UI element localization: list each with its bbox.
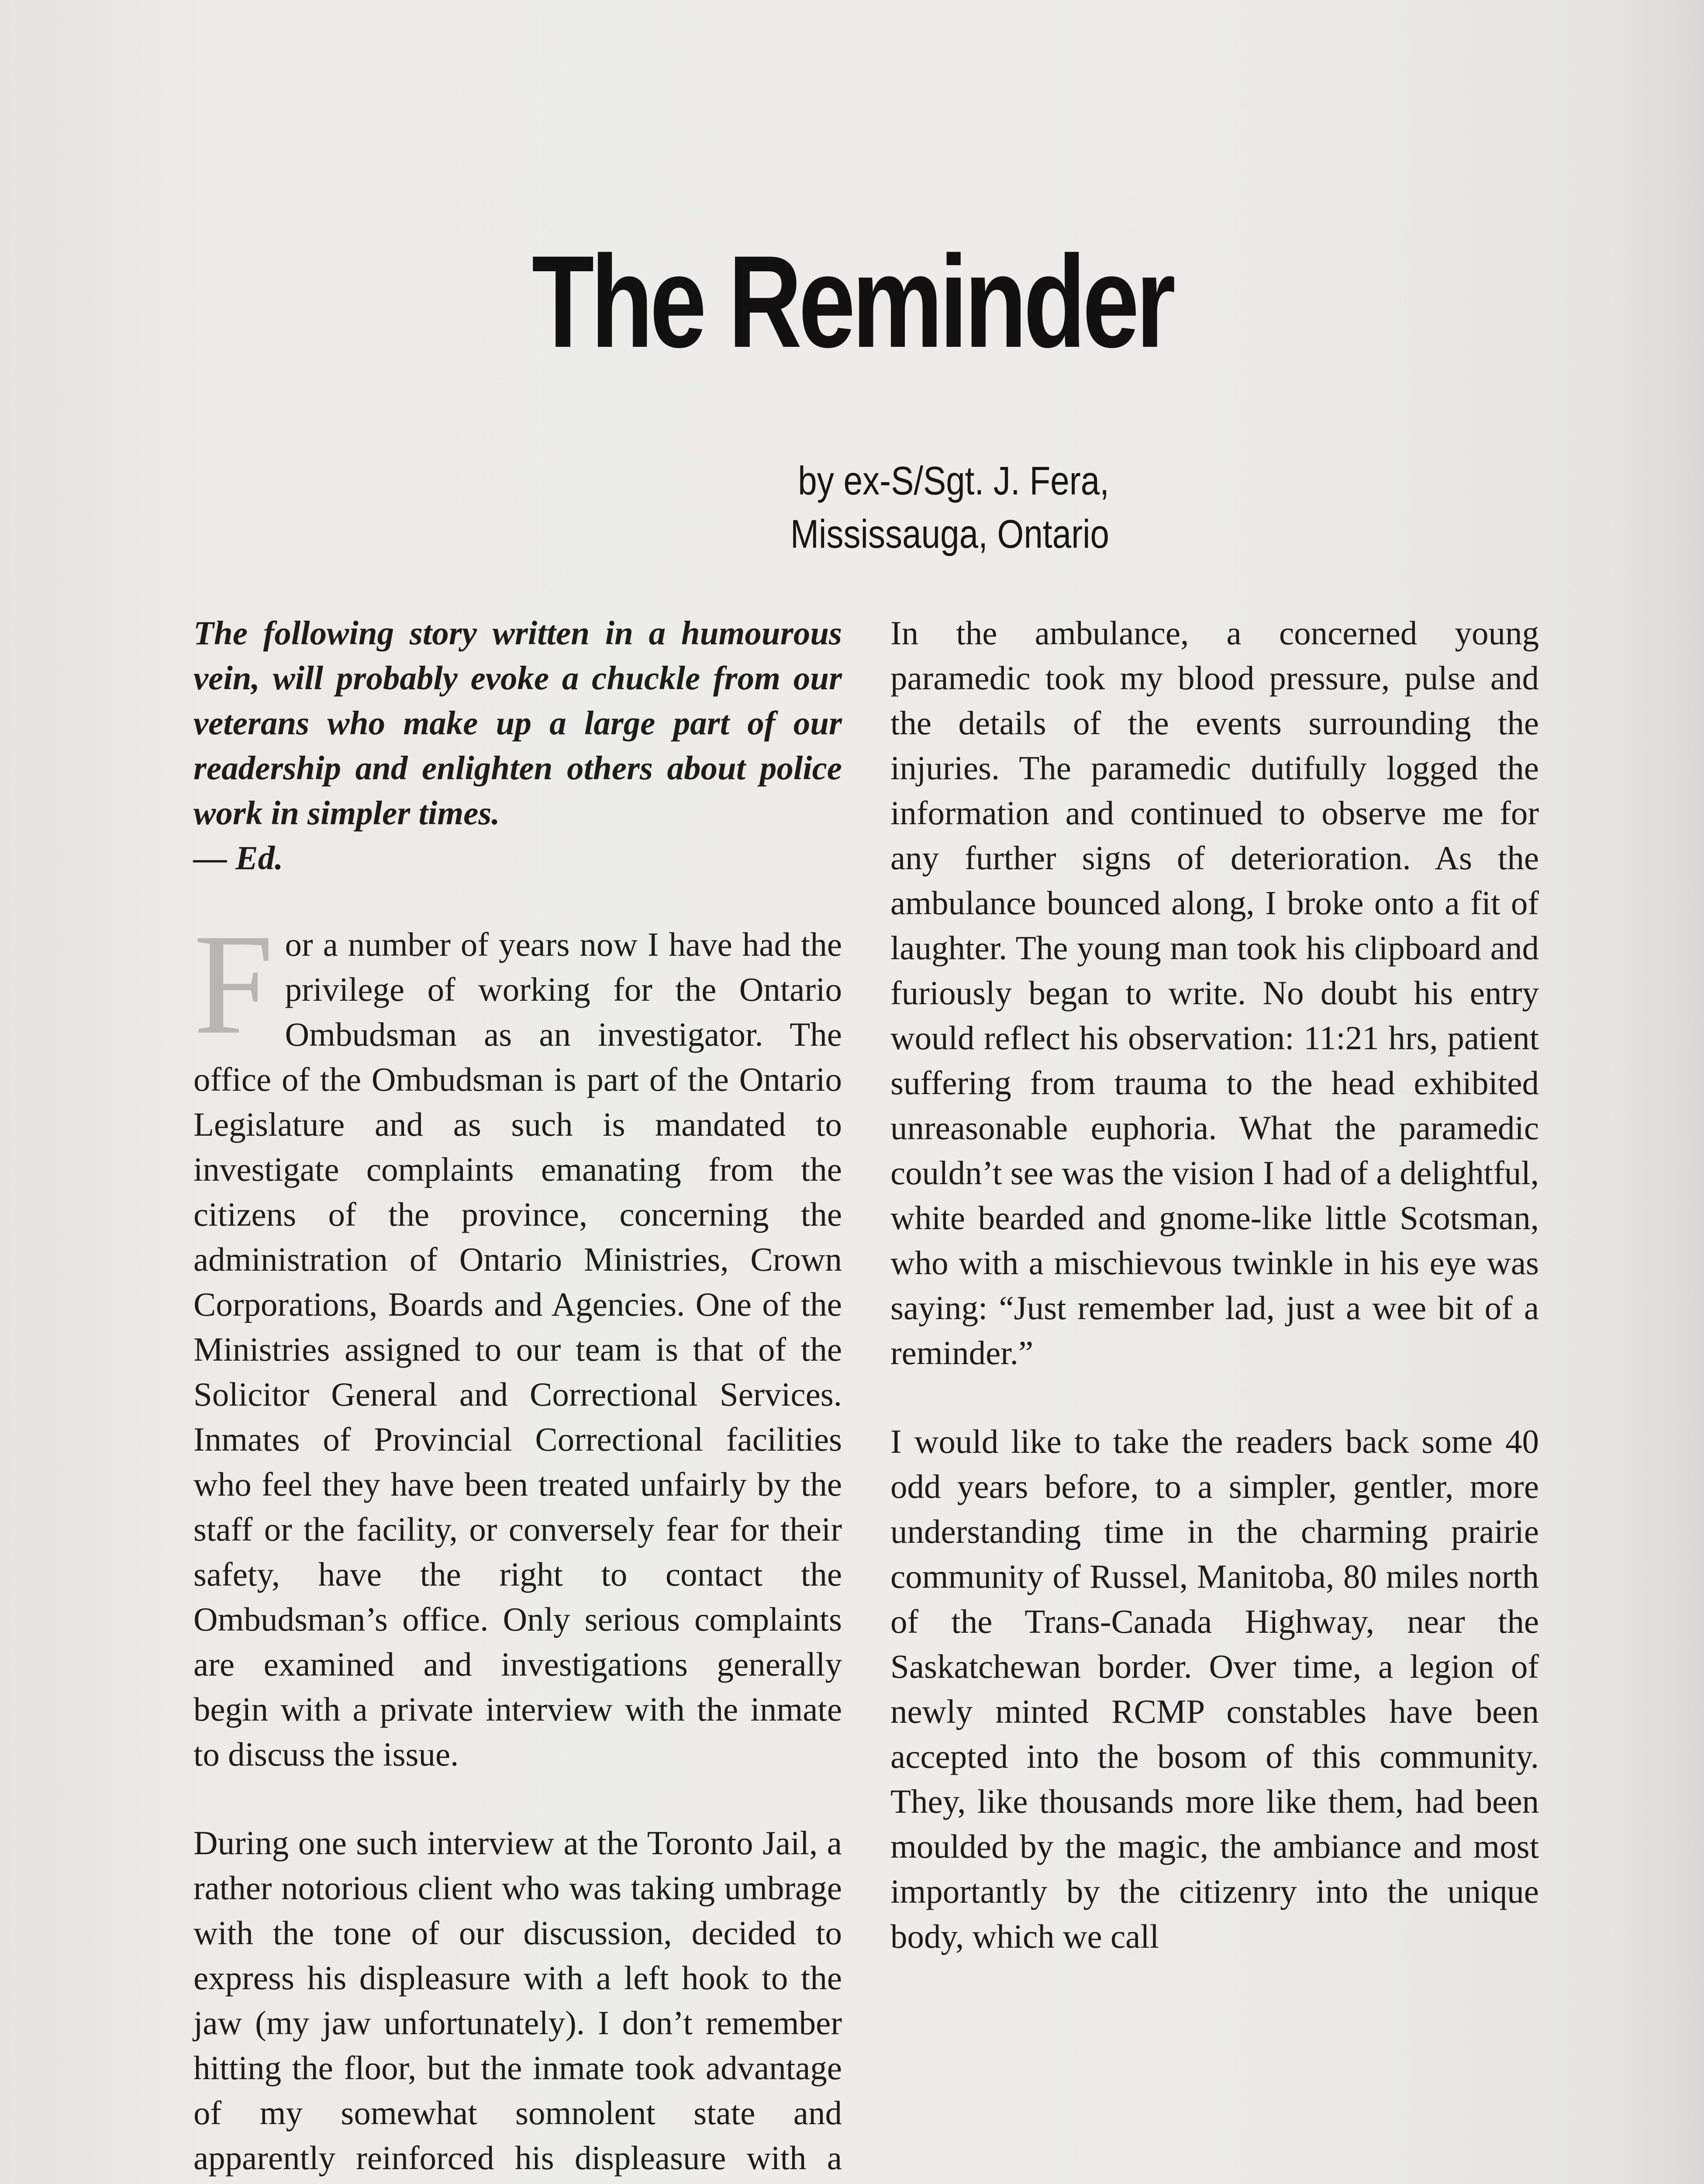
paragraph-3: In the ambulance, a concerned young paramedic took my blood pressure, pulse and the details of the events surrounding the injuries. The paramedic dutifully logged the information and continued to observe me for any further signs of deterioration. As the ambulance bounced along, I broke onto a fit of laughter. The young man took his clipboard and furiously began to write. No doubt his entry would reflect his observation: 11:21 hrs, patient suffering from trauma to the head exhibited unreasonable euphoria. What the paramedic couldn’t see was the vision I had of a delightful, white bearded and gnome-like little Scotsman, who with a mischievous twinkle in his eye was saying: “Just remember lad, just a wee bit of a reminder.” bbox=[890, 614, 1539, 1372]
paragraph-2: During one such interview at the Toronto Jail, a rather notorious client who was taking umbrage with the tone of our discussion, decided to express his displeasure with a left hook to the jaw (my jaw unfortunately). I don’t remember hitting the floor, but the inmate took advantage of my somewhat somnolent state and apparently reinforced his displeasure with a bbox=[193, 1824, 842, 2177]
article-title: The Reminder bbox=[531, 228, 1173, 375]
drop-cap: F bbox=[193, 905, 274, 1064]
byline bbox=[611, 454, 1109, 561]
byline-author: by ex-S/Sgt. J. Fera, bbox=[798, 459, 1109, 503]
editor-intro bbox=[193, 611, 842, 881]
column-right bbox=[890, 611, 1539, 2003]
paragraph-4: I would like to take the readers back some 40 odd years before, to a simpler, gentler, more understanding time in the charming prairie community of Russel, Manitoba, 80 miles north of the Trans-Canada Highway, near the Saskatchewan border. Over time, a legion of newly minted RCMP constables have been accepted into the bosom of this community. They, like thousands more like them, had been moulded by the magic, the ambiance and most importantly by the citizenry into the unique body, which we call bbox=[890, 1423, 1539, 1955]
paragraph-1 bbox=[193, 905, 842, 1777]
paragraph-1-text: or a number of years now I have had the privilege of working for the Ontario Ombudsman as an investigator. The office of the Ombudsman is part of the Ontario Legislature and as such is mandated to investigate complaints emanating from the citizens of the province, concerning the administration of Ontario Ministries, Crown Corporations, Boards and Agencies. One of the Ministries assigned to our team is that of the Solicitor General and Correctional Services. Inmates of Provincial Correctional facilities who feel they have been treated unfairly by the staff or the facility, or conversely fear for their safety, have the right to contact the Ombudsman’s office. Only serious complaints are examined and investigations generally begin with a private interview with the inmate to discuss the issue. bbox=[193, 926, 842, 1773]
editor-intro-text: The following story written in a humourous vein, will probably evoke a chuckle from our veterans who make up a large part of our readership and enlighten others about police work in simpler times. bbox=[193, 614, 842, 832]
byline-location: Mississauga, Ontario bbox=[790, 512, 1109, 556]
column-left bbox=[193, 611, 842, 2184]
editor-signature: — Ed. bbox=[193, 839, 283, 877]
